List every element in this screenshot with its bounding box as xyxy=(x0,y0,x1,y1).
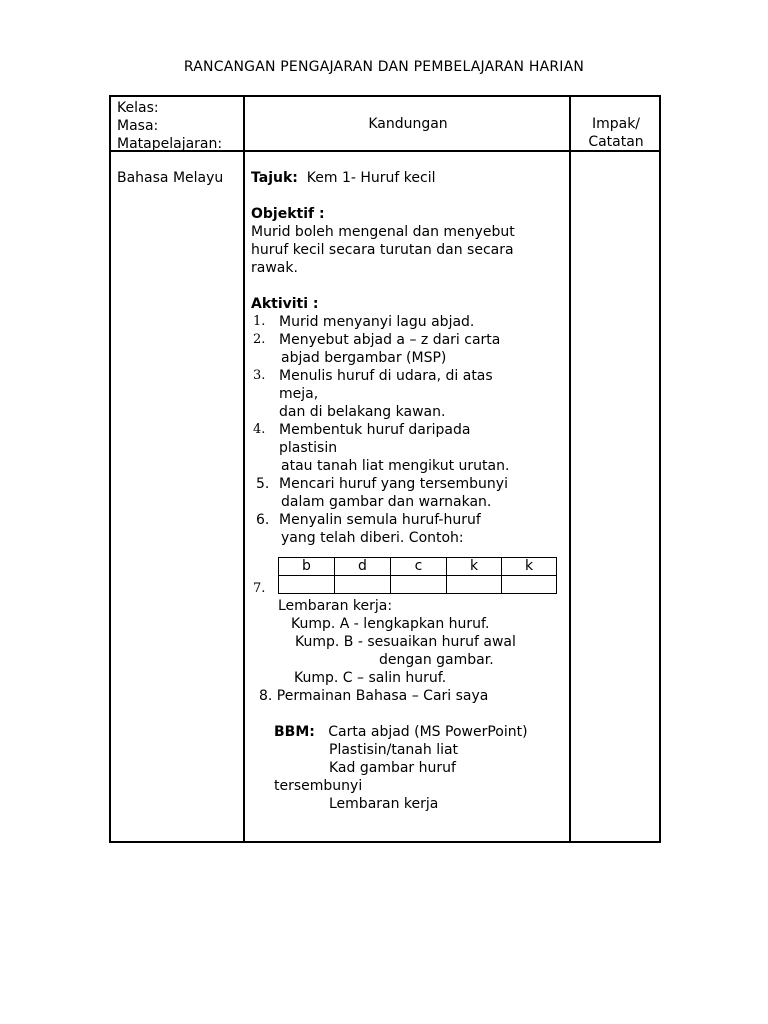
header-matapelajaran: Matapelajaran: xyxy=(117,136,223,152)
bbm-line: Kad gambar huruf xyxy=(329,760,456,776)
activity-line: dalam gambar dan warnakan. xyxy=(281,494,492,510)
header-kandungan: Kandungan xyxy=(368,116,448,132)
activity-number: 5. xyxy=(256,476,270,492)
activity-item-6 xyxy=(251,511,571,547)
activity-line: Membentuk huruf daripada xyxy=(279,422,471,438)
activity-line: abjad bergambar (MSP) xyxy=(281,350,447,366)
objektif-line: huruf kecil secara turutan dan secara xyxy=(251,242,514,258)
activity-number: 2. xyxy=(253,332,266,347)
activity-item-7 xyxy=(251,597,571,687)
objektif-line: Murid boleh mengenal dan menyebut xyxy=(251,224,515,240)
letters-row xyxy=(279,558,557,576)
activity-number: 4. xyxy=(253,422,266,437)
activity-line: Lembaran kerja: xyxy=(278,598,393,614)
blank-cell xyxy=(502,576,557,594)
objektif-label: Objektif : xyxy=(251,206,325,222)
activity-item-5 xyxy=(251,475,571,511)
bbm-line: Plastisin/tanah liat xyxy=(329,742,459,758)
header-kelas: Kelas: xyxy=(117,100,159,116)
blank-row xyxy=(279,576,557,594)
activity-line: Kump. B - sesuaikan huruf awal xyxy=(295,634,516,650)
blank-cell xyxy=(391,576,447,594)
letter-cell: k xyxy=(502,558,557,576)
activity-number: 3. xyxy=(253,368,266,383)
header-impak: Impak/ xyxy=(591,116,641,132)
activity-item-1 xyxy=(251,313,571,331)
header-masa: Masa: xyxy=(117,118,159,134)
activity-number: 7. xyxy=(253,581,266,596)
letter-cell: d xyxy=(335,558,391,576)
activity-line: Menulis huruf di udara, di atas xyxy=(279,368,493,384)
activity-line: Kump. C – salin huruf. xyxy=(294,670,447,686)
activity-line: Kump. A - lengkapkan huruf. xyxy=(291,616,490,632)
letters-example xyxy=(251,557,571,597)
activity-line: Mencari huruf yang tersembunyi xyxy=(279,476,508,492)
header-catatan: Catatan xyxy=(588,134,644,150)
activity-number: 1. xyxy=(253,314,266,329)
blank-cell xyxy=(335,576,391,594)
activity-item-3 xyxy=(251,367,571,421)
activity-line: plastisin xyxy=(279,440,338,456)
activity-line: Murid menyanyi lagu abjad. xyxy=(279,314,475,330)
aktiviti-label: Aktiviti : xyxy=(251,296,319,312)
activity-number: 6. xyxy=(256,512,270,528)
activity-line: dengan gambar. xyxy=(379,652,494,668)
header-class-time-subject xyxy=(117,99,222,153)
tajuk-label: Tajuk: xyxy=(251,170,298,186)
document-title: RANCANGAN PENGAJARAN DAN PEMBELAJARAN HARIAN xyxy=(183,59,585,75)
letter-cell: b xyxy=(279,558,335,576)
objektif-line: rawak. xyxy=(251,260,298,276)
letter-cell: c xyxy=(391,558,447,576)
activity-item-8: 8. Permainan Bahasa – Cari saya xyxy=(259,688,489,704)
content-cell xyxy=(251,169,571,813)
blank-cell xyxy=(279,576,335,594)
bbm-line: Lembaran kerja xyxy=(329,796,439,812)
column-divider-1 xyxy=(243,97,245,841)
activity-line: meja, xyxy=(279,386,319,402)
activity-line: atau tanah liat mengikut urutan. xyxy=(281,458,510,474)
blank-cell xyxy=(447,576,502,594)
tajuk-value: Kem 1- Huruf kecil xyxy=(306,170,436,186)
activity-line: yang telah diberi. Contoh: xyxy=(281,530,464,546)
header-impak-catatan xyxy=(571,115,661,151)
letters-table xyxy=(278,557,557,594)
letter-cell: k xyxy=(447,558,502,576)
bbm-section xyxy=(251,723,571,813)
activity-line: dan di belakang kawan. xyxy=(279,404,446,420)
bbm-label: BBM: xyxy=(274,724,315,740)
tajuk xyxy=(251,169,571,187)
activity-item-2 xyxy=(251,331,571,367)
bbm-line: tersembunyi xyxy=(274,778,363,794)
bbm-line: Carta abjad (MS PowerPoint) xyxy=(328,724,528,740)
activity-line: Menyebut abjad a – z dari carta xyxy=(279,332,501,348)
subject-cell: Bahasa Melayu xyxy=(117,170,224,186)
activity-line: Menyalin semula huruf-huruf xyxy=(279,512,481,528)
activity-item-4 xyxy=(251,421,571,475)
lesson-plan-table xyxy=(109,95,661,843)
